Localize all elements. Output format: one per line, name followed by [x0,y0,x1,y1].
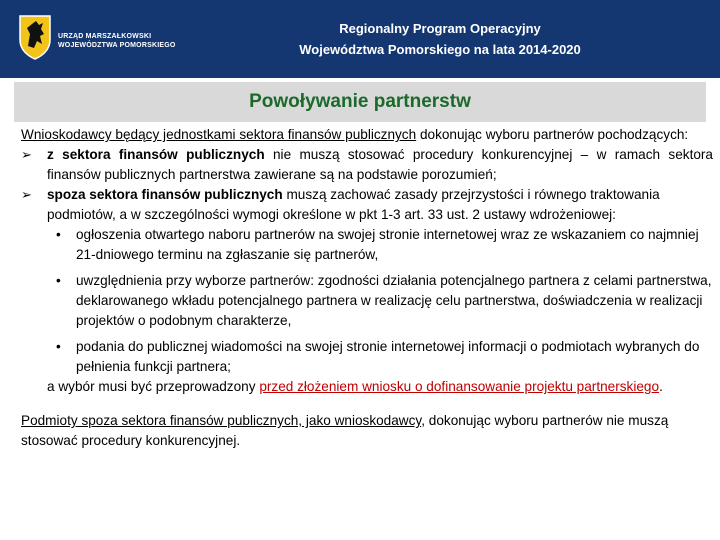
sub-list-item-text: ogłoszenia otwartego naboru partnerów na swojej stronie internetowej wraz ze wskazaniem co najmniej 21-dniowego terminu na zgłaszanie się partnerów, [76,227,699,262]
closing-text: , dokonując wyboru partnerów nie muszą stosować procedury konkurencyjnej. [21,413,669,448]
selection-note [21,377,713,397]
logo-line-1: URZĄD MARSZAŁKOWSKI [58,33,152,40]
closing-underlined-text: Podmioty spoza sektora finansów publicznych, jako wnioskodawcy [21,413,422,428]
program-name [250,18,630,60]
sub-list-item-text: podania do publicznej wiadomości na swojej stronie internetowej informacji o podmiotach wybranych do pełnienia funkcji partnera; [76,339,700,374]
selection-end: . [659,379,663,394]
program-line-2: Województwa Pomorskiego na lata 2014-2020 [299,42,581,57]
intro-paragraph [21,125,713,145]
logo-line-2: WOJEWÓDZTWA POMORSKIEGO [58,42,176,49]
selection-text: a wybór musi być przeprowadzony [47,379,260,394]
list-item-bold-text: spoza sektora finansów publicznych [47,187,283,202]
dot-bullet-icon: • [56,273,61,288]
griffin-coat-of-arms-icon [18,14,52,60]
dot-bullet-icon: • [56,227,61,242]
list-item-public-sector [21,145,713,185]
sub-list-item [21,337,713,377]
intro-underlined-text: Wnioskodawcy będący jednostkami sektora finansów publicznych [21,127,417,142]
sub-list-item [21,271,713,331]
header-banner [0,0,720,78]
selection-highlight: przed złożeniem wniosku o dofinansowanie projektu partnerskiego [259,379,660,394]
list-item-non-public-sector [21,185,713,225]
dot-bullet-icon: • [56,339,61,354]
slide-content [21,125,713,451]
intro-text: dokonując wyboru partnerów pochodzących: [416,127,689,142]
arrow-bullet-icon: ➢ [21,147,32,162]
sub-list-item-text: uwzględnienia przy wyborze partnerów: zgodności działania potencjalnego partnera z celami partnerstwa, deklarowanego wkładu potencjalnego partnera w realizację celu partnerstwa, doświadczenia w realizacji projektów o podobnym charakterze, [76,273,712,328]
page-title: Powoływanie partnerstw [249,91,471,112]
list-item-bold-text: z sektora finansów publicznych [47,147,265,162]
arrow-bullet-icon: ➢ [21,187,32,202]
closing-paragraph [21,411,713,451]
program-line-1: Regionalny Program Operacyjny [339,21,541,36]
list-item-text: muszą zachować zasady przejrzystości i równego traktowania podmiotów, a w szczególności wymogi określone w pkt 1-3 art. 33 ust. 2 ustawy wdrożeniowej: [47,187,660,222]
list-item-text: nie muszą stosować procedury konkurencyjnej – w ramach sektora finansów publicznych partnerstwa zawierane są na podstawie porozumień; [47,147,713,182]
sub-list-item [21,225,713,265]
organization-logo [18,14,176,64]
title-bar [14,82,706,122]
logo-text [58,32,176,50]
